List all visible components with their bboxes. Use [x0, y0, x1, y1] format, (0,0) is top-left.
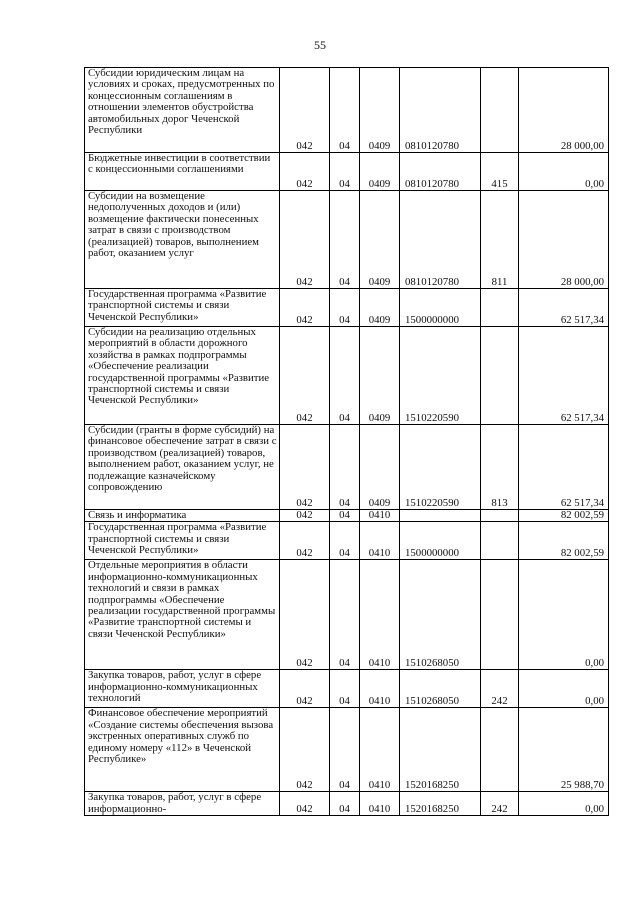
- row-pr: 0409: [360, 153, 400, 191]
- table-row: [85, 153, 609, 191]
- row-csr: 1510268050: [400, 670, 481, 708]
- row-csr: 0810120780: [400, 191, 481, 289]
- row-vr: [481, 289, 519, 327]
- row-pr: 0410: [360, 560, 400, 670]
- row-vr: 242: [481, 670, 519, 708]
- row-sum: 25 988,70: [519, 708, 609, 792]
- row-pr: 0409: [360, 289, 400, 327]
- row-pr: 0409: [360, 68, 400, 153]
- page-number: 55: [314, 38, 326, 52]
- row-pr: 0409: [360, 191, 400, 289]
- row-rz: 04: [330, 68, 360, 153]
- row-vr: 811: [481, 191, 519, 289]
- row-rz: 04: [330, 708, 360, 792]
- row-sum: 28 000,00: [519, 68, 609, 153]
- row-name: Субсидии на реализацию отдельных мероприятий в области дорожного хозяйства в рамках подпрограммы «Обеспечение реализации государственной программы «Развитие транспортной системы и связи Чеченской Республики»: [85, 327, 280, 425]
- row-sum: 82 002,59: [519, 522, 609, 560]
- row-name: Закупка товаров, работ, услуг в сфере информационно-коммуникационных технологий: [85, 670, 280, 708]
- row-sum: 62 517,34: [519, 327, 609, 425]
- row-csr: 1520168250: [400, 792, 481, 816]
- row-csr: 1510220590: [400, 327, 481, 425]
- row-vr: [481, 68, 519, 153]
- row-name: Финансовое обеспечение мероприятий «Создание системы обеспечения вызова экстренных оперативных служб по единому номеру «112» в Чеченской Республике»: [85, 708, 280, 792]
- row-sum: 62 517,34: [519, 425, 609, 510]
- row-pr: 0409: [360, 425, 400, 510]
- row-ved: 042: [280, 425, 330, 510]
- row-vr: 242: [481, 792, 519, 816]
- row-pr: 0409: [360, 327, 400, 425]
- row-ved: 042: [280, 560, 330, 670]
- budget-table-body: [85, 68, 609, 816]
- row-vr: [481, 327, 519, 425]
- row-vr: [481, 510, 519, 522]
- row-csr: 1510220590: [400, 425, 481, 510]
- row-name: Субсидии на возмещение недополученных доходов и (или) возмещение фактически понесенных затрат в связи с производством (реализацией) товаров, выполнением работ, оказанием услуг: [85, 191, 280, 289]
- row-rz: 04: [330, 792, 360, 816]
- row-rz: 04: [330, 522, 360, 560]
- row-pr: 0410: [360, 708, 400, 792]
- table-row: [85, 425, 609, 510]
- row-pr: 0410: [360, 522, 400, 560]
- row-ved: 042: [280, 792, 330, 816]
- row-csr: 1510268050: [400, 560, 481, 670]
- row-ved: 042: [280, 68, 330, 153]
- row-vr: [481, 560, 519, 670]
- row-rz: 04: [330, 560, 360, 670]
- budget-table: [84, 67, 609, 816]
- row-csr: 1520168250: [400, 708, 481, 792]
- row-sum: 82 002,59: [519, 510, 609, 522]
- row-name: Отдельные мероприятия в области информационно-коммуникационных технологий и связи в рамках подпрограммы «Обеспечение реализации государственной программы «Развитие транспортной системы и связи Чеченской Республики»: [85, 560, 280, 670]
- row-ved: 042: [280, 289, 330, 327]
- table-row: [85, 191, 609, 289]
- row-name: Бюджетные инвестиции в соответствии с концессионными соглашениями: [85, 153, 280, 191]
- row-pr: 0410: [360, 792, 400, 816]
- row-name: Государственная программа «Развитие транспортной системы и связи Чеченской Республики»: [85, 289, 280, 327]
- row-rz: 04: [330, 191, 360, 289]
- row-vr: 415: [481, 153, 519, 191]
- row-sum: 28 000,00: [519, 191, 609, 289]
- row-pr: 0410: [360, 670, 400, 708]
- table-row: [85, 327, 609, 425]
- row-ved: 042: [280, 327, 330, 425]
- row-ved: 042: [280, 708, 330, 792]
- table-row: [85, 708, 609, 792]
- table-row: [85, 670, 609, 708]
- row-csr: 1500000000: [400, 289, 481, 327]
- table-row: [85, 289, 609, 327]
- row-rz: 04: [330, 153, 360, 191]
- table-row: [85, 792, 609, 816]
- row-csr: 0810120780: [400, 68, 481, 153]
- table-row: [85, 522, 609, 560]
- table-row: [85, 68, 609, 153]
- row-sum: 0,00: [519, 670, 609, 708]
- row-sum: 0,00: [519, 792, 609, 816]
- row-csr: 0810120780: [400, 153, 481, 191]
- row-name: Связь и информатика: [85, 510, 280, 522]
- row-sum: 0,00: [519, 153, 609, 191]
- row-ved: 042: [280, 522, 330, 560]
- row-name: Субсидии юридическим лицам на условиях и сроках, предусмотренных по концессионным соглашениям в отношении элементов обустройства автомобильных дорог Чеченской Республики: [85, 68, 280, 153]
- row-csr: 1500000000: [400, 522, 481, 560]
- row-sum: 0,00: [519, 560, 609, 670]
- row-ved: 042: [280, 153, 330, 191]
- row-vr: 813: [481, 425, 519, 510]
- table-row: [85, 510, 609, 522]
- table-row: [85, 560, 609, 670]
- row-vr: [481, 522, 519, 560]
- row-rz: 04: [330, 670, 360, 708]
- row-sum: 62 517,34: [519, 289, 609, 327]
- row-name: Субсидии (гранты в форме субсидий) на финансовое обеспечение затрат в связи с производством (реализацией) товаров, выполнением работ, оказанием услуг, не подлежащие казначейскому сопровождению: [85, 425, 280, 510]
- row-rz: 04: [330, 289, 360, 327]
- row-pr: 0410: [360, 510, 400, 522]
- row-ved: 042: [280, 191, 330, 289]
- row-rz: 04: [330, 327, 360, 425]
- row-ved: 042: [280, 670, 330, 708]
- row-name: Закупка товаров, работ, услуг в сфере информационно-: [85, 792, 280, 816]
- row-ved: 042: [280, 510, 330, 522]
- row-csr: [400, 510, 481, 522]
- row-vr: [481, 708, 519, 792]
- row-rz: 04: [330, 510, 360, 522]
- row-name: Государственная программа «Развитие транспортной системы и связи Чеченской Республики»: [85, 522, 280, 560]
- row-rz: 04: [330, 425, 360, 510]
